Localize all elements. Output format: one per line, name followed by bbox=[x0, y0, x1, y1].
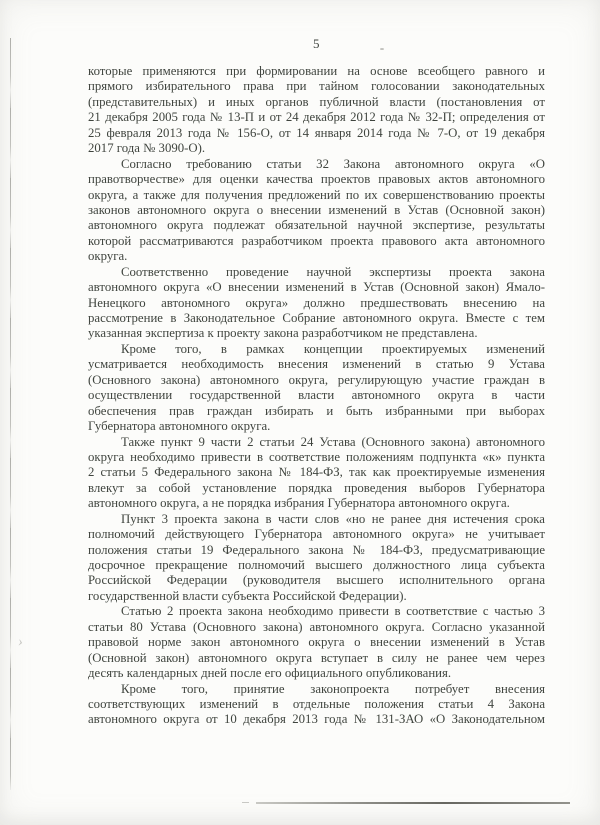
text-line: Соответственно проведение научной экспертизы проекта закона bbox=[121, 264, 545, 279]
text-line: обеспечения прав граждан избирать и быть избранными при выборах bbox=[88, 403, 545, 418]
text-line: 21 декабря 2005 года № 13-П и от 24 декабря 2012 года № 32-П; определения от bbox=[88, 110, 545, 125]
scan-smudge-artifact: › bbox=[16, 633, 25, 651]
text-line: Кроме того, в рамках концепции проектируемых изменений bbox=[121, 341, 545, 356]
text-line: правовой норме закон автономного округа о внесении изменений в Устав bbox=[88, 635, 545, 650]
scan-rule-tick bbox=[242, 802, 249, 803]
text-line: Пункт 3 проекта закона в части слов «но не ранее дня истечения срока bbox=[121, 511, 545, 526]
paragraph bbox=[88, 435, 545, 512]
text-line: правотворчестве» для оценки качества проектов правовых актов автономного bbox=[88, 172, 545, 187]
text-line: которой рассматриваются разработчиком проекта правового акта автономного bbox=[88, 233, 545, 248]
text-line: усматривается необходимость внесения изменений в статью 9 Устава bbox=[88, 357, 545, 372]
scan-dot-artifact bbox=[380, 48, 384, 50]
document-text-block bbox=[88, 64, 545, 728]
page-number: 5 bbox=[313, 36, 320, 51]
text-line: положения статьи 19 Федерального закона № 184-ФЗ, предусматривающие bbox=[88, 542, 545, 557]
text-line: 25 февраля 2013 года № 156-О, от 14 января 2014 года № 7-О, от 19 декабря bbox=[88, 125, 545, 140]
paragraph bbox=[88, 64, 545, 157]
text-line: десять календарных дней после его официального опубликования. bbox=[88, 666, 452, 681]
text-line: автономного округа от 10 декабря 2013 года № 131-ЗАО «О Законодательном bbox=[88, 712, 545, 727]
text-line: Российской Федерации (руководителя высшего исполнительного органа bbox=[88, 573, 545, 588]
text-line: Статью 2 проекта закона необходимо привести в соответствие с частью 3 bbox=[121, 604, 545, 619]
paragraph bbox=[88, 342, 545, 435]
text-line: влекут за собой установление порядка проведения выборов Губернатора bbox=[88, 480, 545, 495]
footer-horizontal-rule bbox=[256, 802, 570, 804]
text-line: (представительных) и иных органов публичной власти (постановления от bbox=[88, 94, 545, 109]
text-line: (Основной закон) автономного округа вступает в силу не ранее чем через bbox=[88, 650, 545, 665]
text-line: Губернатора автономного округа. bbox=[88, 419, 271, 434]
paragraph bbox=[88, 512, 545, 605]
text-line: досрочное прекращение полномочий высшего должностного лица субъекта bbox=[88, 558, 545, 572]
text-line: законов автономного округа о внесении изменений в Устав (Основной закон) bbox=[88, 202, 545, 217]
text-line: округа. bbox=[88, 249, 128, 264]
paragraph bbox=[88, 604, 545, 681]
text-line: Кроме того, принятие законопроекта потребует внесения bbox=[121, 681, 545, 696]
text-line: Ненецкого автономного округа» должно предшествовать внесению на bbox=[88, 295, 545, 310]
paragraph bbox=[88, 157, 545, 265]
scan-artifact-vertical-line bbox=[10, 38, 11, 790]
text-line: осуществлении государственной власти автономного округа в части bbox=[88, 388, 545, 403]
paragraph bbox=[88, 265, 545, 342]
text-line: Также пункт 9 части 2 статьи 24 Устава (Основного закона) автономного bbox=[121, 434, 545, 449]
text-line: указанная экспертиза к проекту закона разработчиком не представлена. bbox=[88, 326, 478, 341]
text-line: которые применяются при формировании на основе всеобщего равного и bbox=[88, 64, 545, 78]
text-line: полномочий действующего Губернатора автономного округа» не учитывает bbox=[88, 527, 545, 542]
text-line: автономного округа подлежат обязательной научной экспертизе, результаты bbox=[88, 218, 545, 233]
text-line: округа, а также для получения предложений по их совершенствованию проекты bbox=[88, 187, 545, 202]
text-line: Согласно требованию статьи 32 Закона автономного округа «О bbox=[121, 156, 545, 171]
text-line: соответствующих изменений в отдельные положения статьи 4 Закона bbox=[88, 696, 545, 711]
text-line: статьи 80 Устава (Основного закона) автономного округа. Согласно указанной bbox=[88, 619, 545, 634]
text-line: 2 статьи 5 Федерального закона № 184-ФЗ, так как проектируемые изменения bbox=[88, 465, 545, 480]
text-line: прямого избирательного права при тайном голосовании законодательных bbox=[88, 79, 545, 94]
text-line: округа необходимо привести в соответствие положениям подпункта «к» пункта bbox=[88, 449, 545, 464]
paragraph bbox=[88, 682, 545, 728]
text-line: 2017 года № 3090-О). bbox=[88, 141, 206, 156]
text-line: автономного округа «О внесении изменений в Устав (Основной закон) Ямало- bbox=[88, 280, 545, 295]
text-line: (Основного закона) автономного округа, регулирующую участие граждан в bbox=[88, 372, 545, 387]
text-line: рассмотрение в Законодательное Собрание автономного округа. Вместе с тем bbox=[88, 311, 545, 325]
text-line: автономного округа, а не порядка избрания Губернатора автономного округа. bbox=[88, 496, 510, 511]
text-line: государственной власти субъекта Российской Федерации). bbox=[88, 588, 407, 603]
